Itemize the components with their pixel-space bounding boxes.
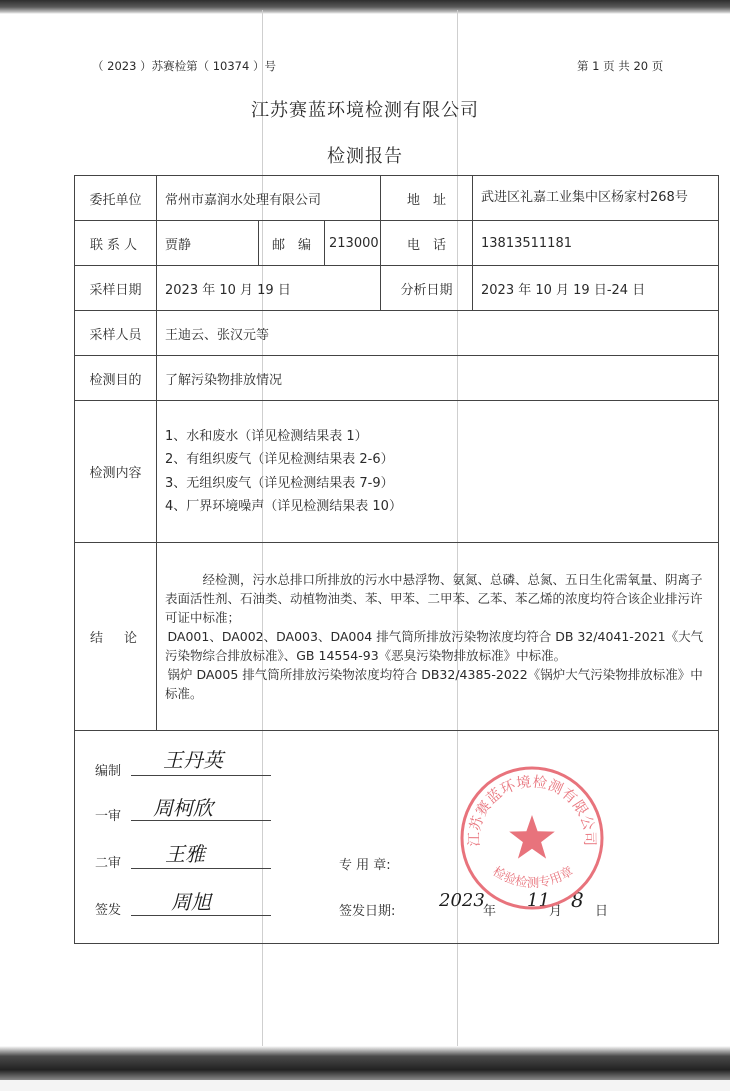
signature-section [74,730,719,944]
table-row [75,266,719,311]
table-row [75,176,719,221]
issue-date-label: 签发日期: [339,904,396,919]
conclusion-paragraph: DA001、DA002、DA003、DA004 排气筒所排放污染物浓度均符合 DB 32/4041-2021《大气污染物综合排放标准》、GB 14554-93《恶臭污染物排放标准》中标准。 [165,629,704,663]
conclusion-paragraph: 经检测，污水总排口所排放的污水中悬浮物、氨氮、总磷、总氮、五日生化需氧量、阴离子表面活性剂、石油类、动植物油类、苯、甲苯、二甲苯、乙苯、苯乙烯的浓度均符合该企业排污许可证中标准； [165,572,703,625]
signature-line [131,775,271,776]
company-name: 江苏赛蓝环境检测有限公司 [251,100,479,121]
sampling-date-value: 2023 年 10 月 19 日 [157,266,381,311]
review1-signature: 周柯欣 [153,796,213,820]
content-list [157,401,719,543]
address-label: 地 址 [381,176,473,221]
list-item: 3、无组织废气（详见检测结果表 7-9） [165,475,394,491]
client-label: 委托单位 [75,176,157,221]
report-title: 检测报告 [327,146,403,167]
phone-value: 13813511181 [473,221,719,266]
table-row [75,221,719,266]
postcode-label: 邮 编 [259,221,325,266]
purpose-label: 检测目的 [75,356,157,401]
phone-label: 电 话 [381,221,473,266]
signature-line [131,820,271,821]
compile-signature: 王丹英 [163,748,223,772]
table-row [75,356,719,401]
review2-label: 二审 [95,856,122,871]
info-table [74,175,719,731]
table-row [75,311,719,356]
issue-day: 8 [571,888,584,912]
day-char: 日 [595,904,609,919]
seal-text: 江苏赛蓝环境检测有限公司 [466,774,598,847]
month-char: 月 [549,904,563,919]
table-row [75,543,719,731]
list-item: 1、水和废水（详见检测结果表 1） [165,428,368,444]
issue-month: 11 [527,890,550,911]
samplers-value: 王迪云、张汉元等 [157,311,719,356]
year-char: 年 [483,904,497,919]
address-value: 武进区礼嘉工业集中区杨家村268号 [473,176,719,221]
contact-value: 贾静 [157,221,259,266]
list-item: 4、厂界环境噪声（详见检测结果表 10） [165,499,402,514]
approve-label: 签发 [95,903,122,918]
conclusion-label: 结 论 [75,543,157,731]
seal-subtext: 检验检测专用章 [490,863,576,891]
conclusion-paragraph: 锅炉 DA005 排气筒所排放污染物浓度均符合 DB32/4385-2022《锅炉大气污染物排放标准》中标准。 [165,667,703,701]
official-seal [458,764,606,912]
table-row [75,401,719,543]
samplers-label: 采样人员 [75,311,157,356]
approve-signature: 周旭 [171,890,211,914]
doc-number: （ 2023 ）苏赛检第（ 10374 ）号 [92,59,276,73]
review2-signature: 王雅 [165,842,205,866]
review1-label: 一审 [95,809,122,824]
seal-label: 专 用 章: [339,858,391,873]
analysis-date-label: 分析日期 [381,266,473,311]
scan-bottom-edge [0,1046,730,1080]
compile-label: 编制 [95,764,122,779]
contact-label: 联系人 [75,221,157,266]
postcode-value: 213000 [325,221,381,266]
signature-line [131,868,271,869]
sampling-date-label: 采样日期 [75,266,157,311]
conclusion-text [157,543,719,731]
purpose-value: 了解污染物排放情况 [157,356,719,401]
seal-star-icon [509,815,555,859]
analysis-date-value: 2023 年 10 月 19 日-24 日 [473,266,719,311]
scan-top-edge [0,0,730,14]
signature-line [131,915,271,916]
issue-year: 2023 [439,890,485,911]
content-label: 检测内容 [75,401,157,543]
scan-bottom-margin [0,1080,730,1091]
client-value: 常州市嘉润水处理有限公司 [157,176,381,221]
page-count: 第 1 页 共 20 页 [577,59,664,73]
list-item: 2、有组织废气（详见检测结果表 2-6） [165,452,394,467]
